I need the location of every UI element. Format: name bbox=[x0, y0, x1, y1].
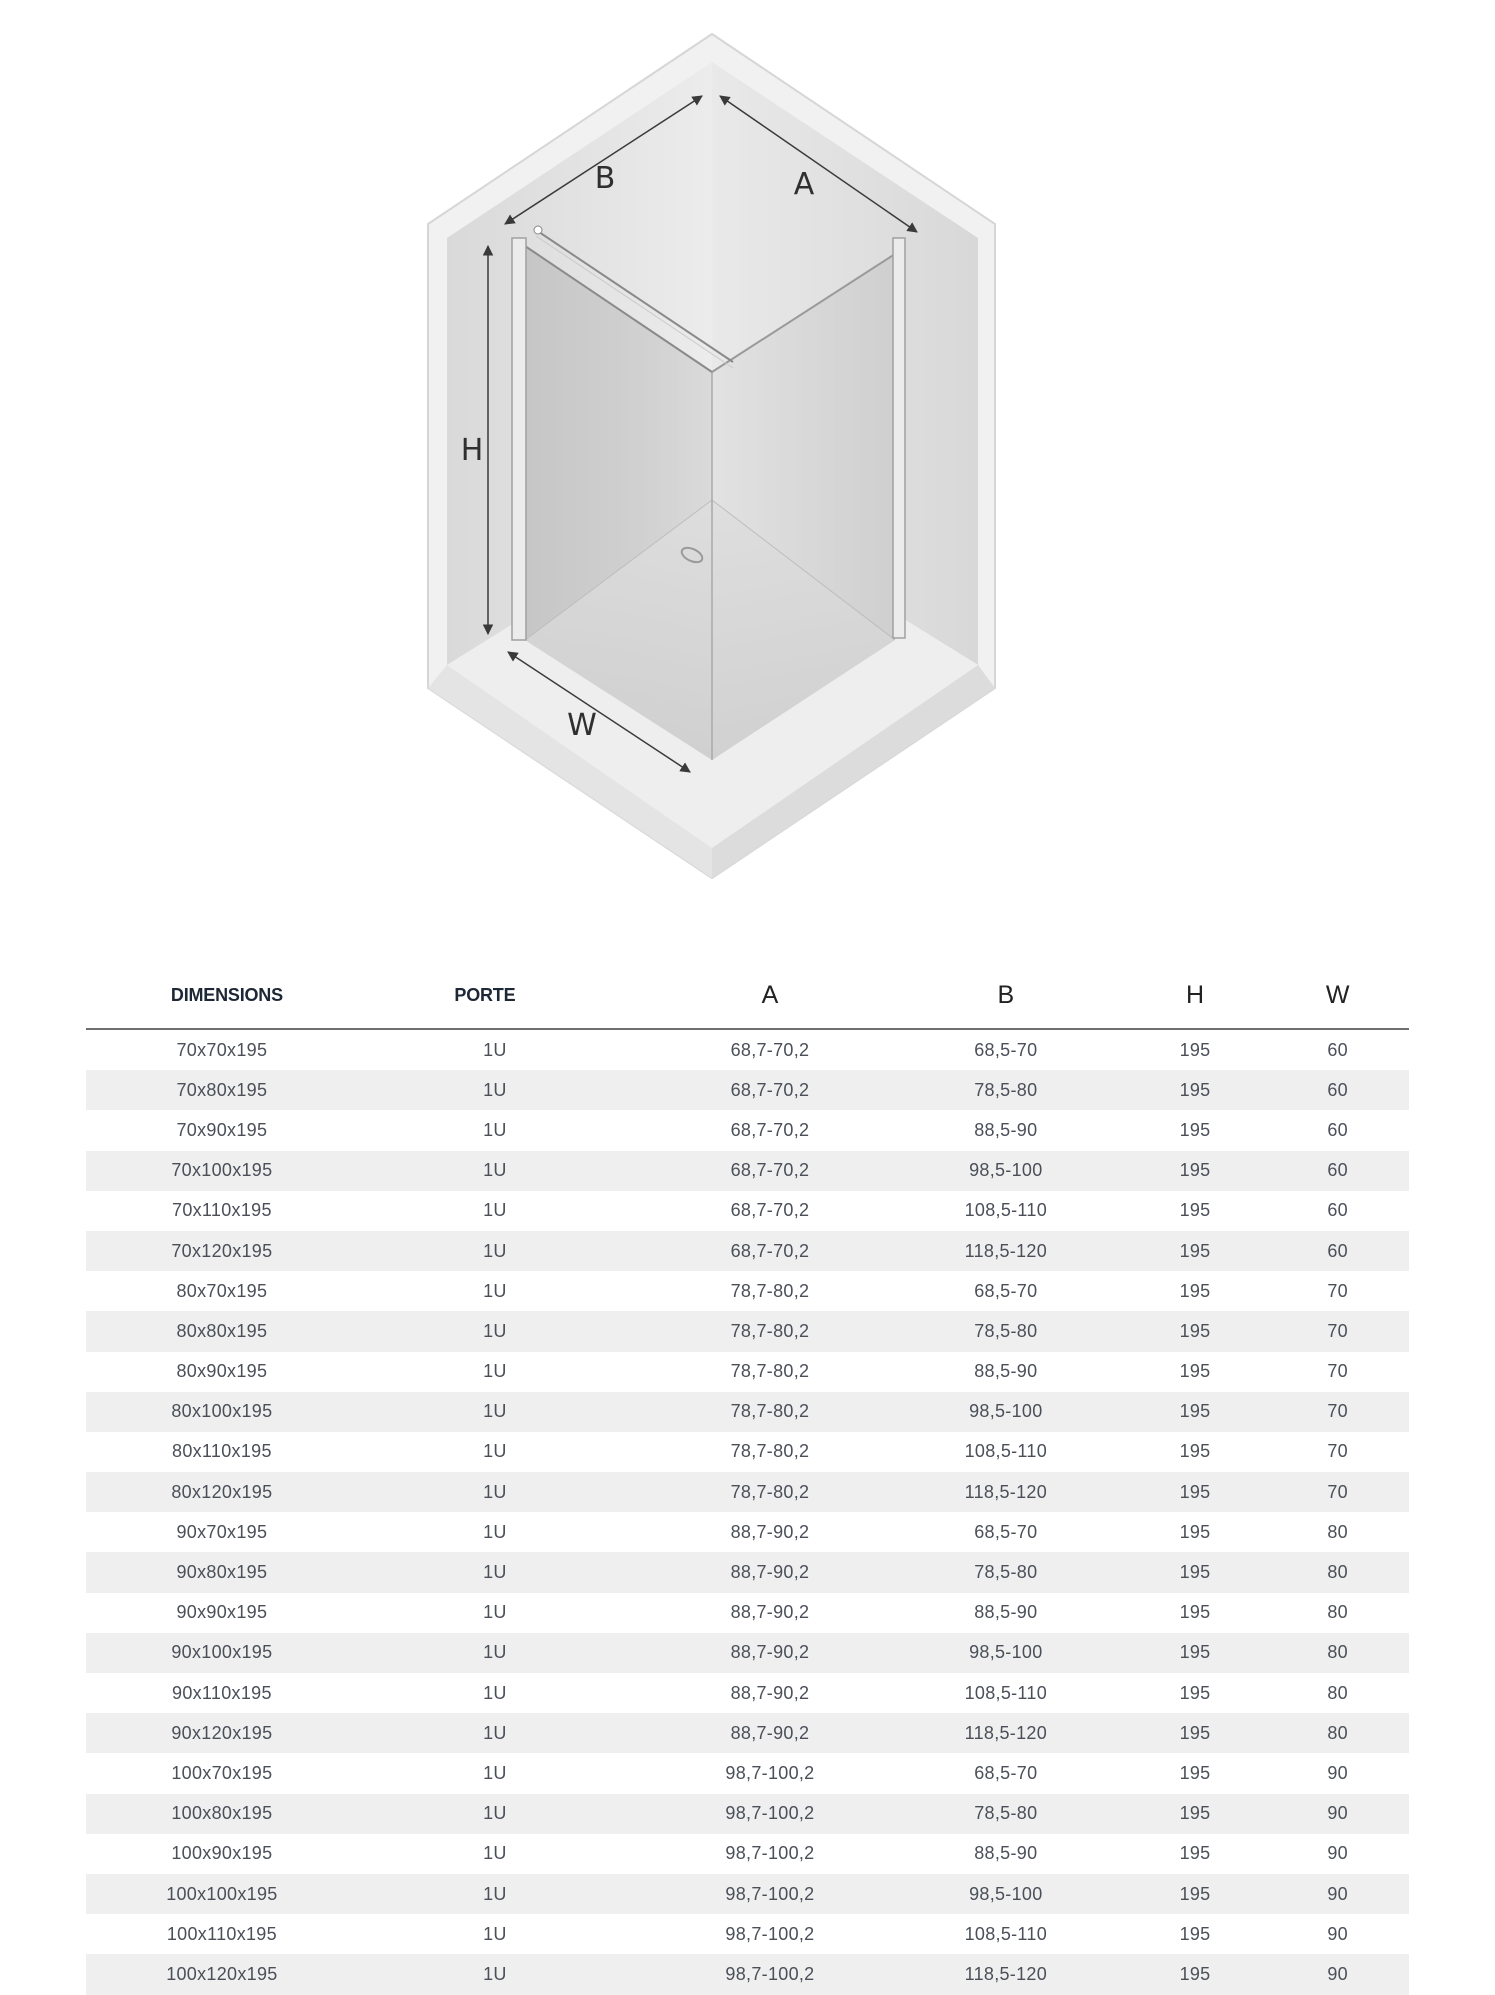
cell-a: 68,7-70,2 bbox=[652, 1029, 888, 1070]
cell-porte: 1U bbox=[378, 1352, 652, 1392]
cell-porte: 1U bbox=[378, 1151, 652, 1191]
cell-b: 78,5-80 bbox=[888, 1552, 1124, 1592]
cell-a: 68,7-70,2 bbox=[652, 1151, 888, 1191]
cell-h: 195 bbox=[1124, 1392, 1267, 1432]
cell-dimensions: 100x80x195 bbox=[86, 1794, 378, 1834]
table-row bbox=[86, 1271, 1409, 1311]
header-b: B bbox=[888, 962, 1124, 1029]
cell-w: 60 bbox=[1266, 1151, 1409, 1191]
cell-b: 118,5-120 bbox=[888, 1713, 1124, 1753]
table-header-row bbox=[86, 962, 1409, 1029]
cell-h: 195 bbox=[1124, 1472, 1267, 1512]
cell-porte: 1U bbox=[378, 1713, 652, 1753]
cell-a: 88,7-90,2 bbox=[652, 1552, 888, 1592]
cell-b: 118,5-120 bbox=[888, 1954, 1124, 1994]
cell-h: 195 bbox=[1124, 1834, 1267, 1874]
table-row bbox=[86, 1191, 1409, 1231]
cell-w: 60 bbox=[1266, 1110, 1409, 1150]
label-w: W bbox=[567, 708, 597, 743]
table-row bbox=[86, 1472, 1409, 1512]
cell-dimensions: 80x100x195 bbox=[86, 1392, 378, 1432]
cell-dimensions: 70x120x195 bbox=[86, 1231, 378, 1271]
header-w: W bbox=[1266, 962, 1409, 1029]
cell-b: 118,5-120 bbox=[888, 1472, 1124, 1512]
cell-w: 70 bbox=[1266, 1311, 1409, 1351]
cell-porte: 1U bbox=[378, 1191, 652, 1231]
dimensions-table bbox=[86, 962, 1409, 1995]
cell-h: 195 bbox=[1124, 1753, 1267, 1793]
cell-b: 98,5-100 bbox=[888, 1392, 1124, 1432]
cell-w: 90 bbox=[1266, 1794, 1409, 1834]
cell-b: 68,5-70 bbox=[888, 1753, 1124, 1793]
cell-h: 195 bbox=[1124, 1552, 1267, 1592]
cell-a: 98,7-100,2 bbox=[652, 1874, 888, 1914]
cell-porte: 1U bbox=[378, 1512, 652, 1552]
cell-a: 88,7-90,2 bbox=[652, 1512, 888, 1552]
cell-b: 68,5-70 bbox=[888, 1271, 1124, 1311]
cell-a: 98,7-100,2 bbox=[652, 1753, 888, 1793]
cell-b: 78,5-80 bbox=[888, 1311, 1124, 1351]
cell-h: 195 bbox=[1124, 1231, 1267, 1271]
cell-a: 98,7-100,2 bbox=[652, 1834, 888, 1874]
cell-a: 68,7-70,2 bbox=[652, 1191, 888, 1231]
cell-dimensions: 70x80x195 bbox=[86, 1070, 378, 1110]
cell-porte: 1U bbox=[378, 1633, 652, 1673]
cell-porte: 1U bbox=[378, 1914, 652, 1954]
cell-w: 80 bbox=[1266, 1552, 1409, 1592]
label-a: A bbox=[793, 167, 815, 202]
cell-dimensions: 70x110x195 bbox=[86, 1191, 378, 1231]
cell-w: 80 bbox=[1266, 1593, 1409, 1633]
cell-a: 78,7-80,2 bbox=[652, 1311, 888, 1351]
cell-w: 80 bbox=[1266, 1512, 1409, 1552]
cell-w: 70 bbox=[1266, 1392, 1409, 1432]
table-row bbox=[86, 1874, 1409, 1914]
table-row bbox=[86, 1753, 1409, 1793]
table-row bbox=[86, 1914, 1409, 1954]
cell-porte: 1U bbox=[378, 1271, 652, 1311]
cell-h: 195 bbox=[1124, 1151, 1267, 1191]
cell-dimensions: 80x110x195 bbox=[86, 1432, 378, 1472]
cell-w: 60 bbox=[1266, 1231, 1409, 1271]
cell-w: 70 bbox=[1266, 1271, 1409, 1311]
table-row bbox=[86, 1713, 1409, 1753]
cell-h: 195 bbox=[1124, 1794, 1267, 1834]
cell-a: 68,7-70,2 bbox=[652, 1110, 888, 1150]
cell-w: 70 bbox=[1266, 1432, 1409, 1472]
cell-a: 98,7-100,2 bbox=[652, 1794, 888, 1834]
cell-a: 78,7-80,2 bbox=[652, 1352, 888, 1392]
cell-b: 78,5-80 bbox=[888, 1794, 1124, 1834]
table-row bbox=[86, 1633, 1409, 1673]
cell-w: 90 bbox=[1266, 1914, 1409, 1954]
cell-porte: 1U bbox=[378, 1029, 652, 1070]
cell-a: 68,7-70,2 bbox=[652, 1231, 888, 1271]
cell-a: 98,7-100,2 bbox=[652, 1914, 888, 1954]
cell-b: 98,5-100 bbox=[888, 1151, 1124, 1191]
cell-a: 78,7-80,2 bbox=[652, 1271, 888, 1311]
cell-w: 60 bbox=[1266, 1191, 1409, 1231]
table-row bbox=[86, 1029, 1409, 1070]
cell-w: 80 bbox=[1266, 1673, 1409, 1713]
cell-b: 88,5-90 bbox=[888, 1352, 1124, 1392]
table-row bbox=[86, 1794, 1409, 1834]
cell-porte: 1U bbox=[378, 1753, 652, 1793]
cell-dimensions: 90x80x195 bbox=[86, 1552, 378, 1592]
cell-h: 195 bbox=[1124, 1432, 1267, 1472]
cell-h: 195 bbox=[1124, 1954, 1267, 1994]
cell-h: 195 bbox=[1124, 1633, 1267, 1673]
cell-porte: 1U bbox=[378, 1834, 652, 1874]
cell-a: 88,7-90,2 bbox=[652, 1713, 888, 1753]
table-row bbox=[86, 1954, 1409, 1994]
cell-a: 78,7-80,2 bbox=[652, 1472, 888, 1512]
cell-a: 68,7-70,2 bbox=[652, 1070, 888, 1110]
cell-h: 195 bbox=[1124, 1110, 1267, 1150]
cell-a: 88,7-90,2 bbox=[652, 1673, 888, 1713]
cell-b: 98,5-100 bbox=[888, 1633, 1124, 1673]
cell-h: 195 bbox=[1124, 1874, 1267, 1914]
cell-w: 60 bbox=[1266, 1029, 1409, 1070]
cell-a: 88,7-90,2 bbox=[652, 1593, 888, 1633]
cell-dimensions: 100x70x195 bbox=[86, 1753, 378, 1793]
table-row bbox=[86, 1593, 1409, 1633]
cell-dimensions: 70x90x195 bbox=[86, 1110, 378, 1150]
cell-h: 195 bbox=[1124, 1070, 1267, 1110]
label-h: H bbox=[460, 433, 484, 468]
cell-porte: 1U bbox=[378, 1673, 652, 1713]
cell-w: 80 bbox=[1266, 1633, 1409, 1673]
cell-dimensions: 100x110x195 bbox=[86, 1914, 378, 1954]
cell-h: 195 bbox=[1124, 1271, 1267, 1311]
table-row bbox=[86, 1352, 1409, 1392]
cell-b: 88,5-90 bbox=[888, 1110, 1124, 1150]
cell-h: 195 bbox=[1124, 1352, 1267, 1392]
cell-porte: 1U bbox=[378, 1432, 652, 1472]
cell-dimensions: 100x90x195 bbox=[86, 1834, 378, 1874]
table-row bbox=[86, 1392, 1409, 1432]
cell-b: 108,5-110 bbox=[888, 1914, 1124, 1954]
header-h: H bbox=[1124, 962, 1267, 1029]
cell-a: 78,7-80,2 bbox=[652, 1392, 888, 1432]
cell-w: 90 bbox=[1266, 1753, 1409, 1793]
table-row bbox=[86, 1673, 1409, 1713]
table-row bbox=[86, 1231, 1409, 1271]
cell-w: 60 bbox=[1266, 1070, 1409, 1110]
cell-dimensions: 100x100x195 bbox=[86, 1874, 378, 1914]
cell-porte: 1U bbox=[378, 1392, 652, 1432]
cell-b: 78,5-80 bbox=[888, 1070, 1124, 1110]
cell-w: 90 bbox=[1266, 1834, 1409, 1874]
cell-b: 88,5-90 bbox=[888, 1834, 1124, 1874]
cell-w: 80 bbox=[1266, 1713, 1409, 1753]
cell-b: 108,5-110 bbox=[888, 1673, 1124, 1713]
cell-dimensions: 80x70x195 bbox=[86, 1271, 378, 1311]
cell-dimensions: 90x100x195 bbox=[86, 1633, 378, 1673]
cell-h: 195 bbox=[1124, 1673, 1267, 1713]
table-row bbox=[86, 1834, 1409, 1874]
cell-a: 78,7-80,2 bbox=[652, 1432, 888, 1472]
table-row bbox=[86, 1311, 1409, 1351]
cell-dimensions: 90x110x195 bbox=[86, 1673, 378, 1713]
header-dimensions: DIMENSIONS bbox=[86, 962, 378, 1029]
table-row bbox=[86, 1552, 1409, 1592]
cell-porte: 1U bbox=[378, 1593, 652, 1633]
table-row bbox=[86, 1070, 1409, 1110]
cell-porte: 1U bbox=[378, 1874, 652, 1914]
cell-dimensions: 80x80x195 bbox=[86, 1311, 378, 1351]
cell-porte: 1U bbox=[378, 1070, 652, 1110]
cell-b: 98,5-100 bbox=[888, 1874, 1124, 1914]
cell-h: 195 bbox=[1124, 1191, 1267, 1231]
cell-dimensions: 70x70x195 bbox=[86, 1029, 378, 1070]
table-row bbox=[86, 1151, 1409, 1191]
cell-a: 98,7-100,2 bbox=[652, 1954, 888, 1994]
table-row bbox=[86, 1110, 1409, 1150]
table-row bbox=[86, 1512, 1409, 1552]
cell-b: 68,5-70 bbox=[888, 1512, 1124, 1552]
cell-w: 70 bbox=[1266, 1472, 1409, 1512]
cell-porte: 1U bbox=[378, 1552, 652, 1592]
cell-dimensions: 80x120x195 bbox=[86, 1472, 378, 1512]
cell-h: 195 bbox=[1124, 1311, 1267, 1351]
cell-dimensions: 90x120x195 bbox=[86, 1713, 378, 1753]
table-row bbox=[86, 1432, 1409, 1472]
cell-dimensions: 90x90x195 bbox=[86, 1593, 378, 1633]
cell-a: 88,7-90,2 bbox=[652, 1633, 888, 1673]
cell-porte: 1U bbox=[378, 1472, 652, 1512]
cell-porte: 1U bbox=[378, 1954, 652, 1994]
cell-h: 195 bbox=[1124, 1512, 1267, 1552]
cell-porte: 1U bbox=[378, 1231, 652, 1271]
cell-b: 88,5-90 bbox=[888, 1593, 1124, 1633]
table-body bbox=[86, 1029, 1409, 1995]
cell-h: 195 bbox=[1124, 1593, 1267, 1633]
cell-dimensions: 90x70x195 bbox=[86, 1512, 378, 1552]
cell-b: 118,5-120 bbox=[888, 1231, 1124, 1271]
cell-porte: 1U bbox=[378, 1794, 652, 1834]
cell-porte: 1U bbox=[378, 1110, 652, 1150]
header-a: A bbox=[652, 962, 888, 1029]
cell-dimensions: 80x90x195 bbox=[86, 1352, 378, 1392]
cell-w: 70 bbox=[1266, 1352, 1409, 1392]
cell-h: 195 bbox=[1124, 1029, 1267, 1070]
header-porte: PORTE bbox=[378, 962, 652, 1029]
cell-w: 90 bbox=[1266, 1954, 1409, 1994]
cell-b: 108,5-110 bbox=[888, 1191, 1124, 1231]
shower-enclosure-diagram bbox=[0, 0, 1495, 900]
cell-dimensions: 70x100x195 bbox=[86, 1151, 378, 1191]
cell-porte: 1U bbox=[378, 1311, 652, 1351]
cell-dimensions: 100x120x195 bbox=[86, 1954, 378, 1994]
cell-h: 195 bbox=[1124, 1713, 1267, 1753]
cell-b: 108,5-110 bbox=[888, 1432, 1124, 1472]
label-b: B bbox=[594, 161, 616, 196]
cell-w: 90 bbox=[1266, 1874, 1409, 1914]
cell-h: 195 bbox=[1124, 1914, 1267, 1954]
cell-b: 68,5-70 bbox=[888, 1029, 1124, 1070]
